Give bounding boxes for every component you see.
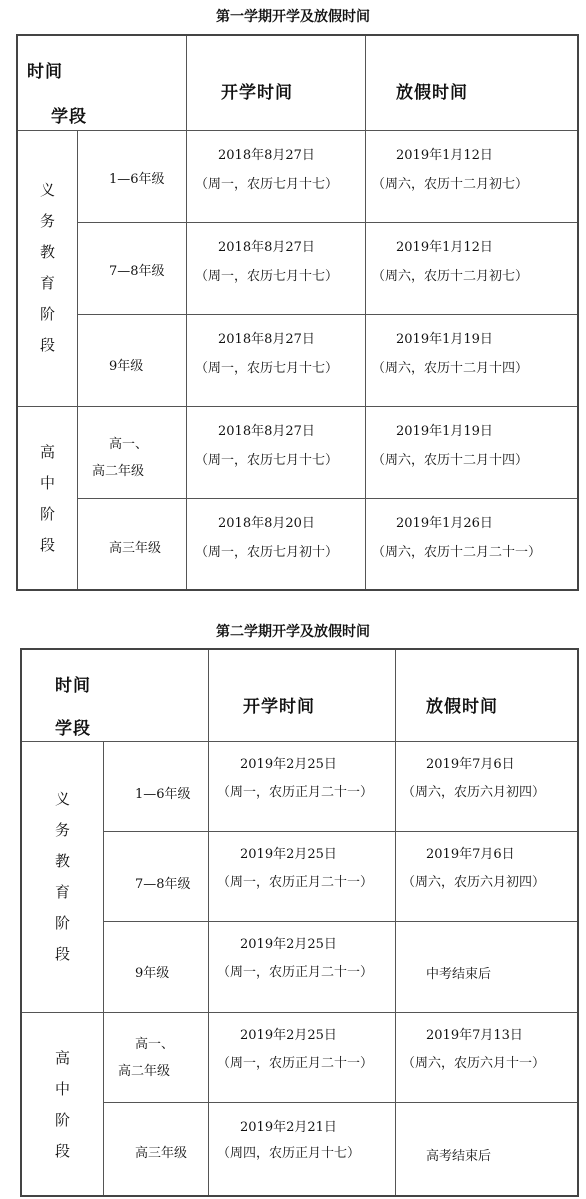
header-end-col [396, 650, 577, 742]
semester-2-title: 第二学期开学及放假时间 [216, 624, 370, 640]
end-note: （周六，农历六月初四） [402, 785, 546, 800]
stage-cell-compulsory [22, 742, 104, 1013]
end-date: 2019年1月12日 [396, 148, 493, 163]
end-col-label: 放假时间 [426, 697, 498, 717]
grade-label: 9年级 [109, 359, 144, 374]
header-start-col [209, 650, 396, 742]
start-date: 2018年8月27日 [218, 332, 315, 347]
start-note: （周一，农历七月十七） [195, 361, 339, 376]
stage-label: 高中阶段 [40, 443, 56, 554]
end-note: （周六，农历十二月十四） [372, 361, 529, 376]
end-cell [396, 922, 577, 1013]
grade-cell [78, 223, 187, 315]
grade-label: 高一、高二年级 [118, 1037, 175, 1079]
end-note: （周六，农历六月十一） [402, 1056, 546, 1071]
corner-time-label: 时间 [55, 676, 91, 696]
end-date: 2019年1月19日 [396, 332, 493, 347]
semester-1-table [16, 34, 579, 591]
end-cell [366, 499, 577, 589]
grade-label: 高三年级 [135, 1146, 188, 1161]
end-date: 2019年7月13日 [426, 1028, 523, 1043]
start-cell [209, 742, 396, 832]
end-note: 中考结束后 [426, 967, 492, 982]
start-cell [209, 832, 396, 922]
grade-cell [78, 407, 187, 499]
grade-label: 1—6年级 [135, 787, 191, 802]
start-date: 2018年8月20日 [218, 516, 315, 531]
end-date: 2019年1月26日 [396, 516, 493, 531]
stage-label: 义务教育阶段 [55, 790, 71, 963]
start-note: （周一，农历七月十七） [195, 269, 339, 284]
semester-2-table [20, 648, 579, 1197]
start-note: （周一，农历正月二十一） [217, 965, 374, 980]
start-date: 2018年8月27日 [218, 424, 315, 439]
grade-label: 1—6年级 [109, 172, 165, 187]
start-cell [187, 315, 366, 407]
end-date: 2019年7月6日 [426, 757, 515, 772]
end-note: 高考结束后 [426, 1149, 492, 1164]
start-cell [187, 131, 366, 223]
start-cell [187, 499, 366, 589]
end-cell [396, 1103, 577, 1195]
grade-cell [78, 131, 187, 223]
end-date: 2019年1月19日 [396, 424, 493, 439]
start-note: （周一，农历七月十七） [195, 453, 339, 468]
end-cell [396, 832, 577, 922]
end-cell [366, 315, 577, 407]
grade-label: 高一、高二年级 [92, 437, 149, 479]
header-corner [22, 650, 209, 742]
corner-time-label: 时间 [27, 62, 63, 82]
stage-cell-highschool [22, 1013, 104, 1195]
end-cell [366, 223, 577, 315]
grade-cell [104, 1103, 209, 1195]
end-date: 2019年1月12日 [396, 240, 493, 255]
grade-cell [104, 1013, 209, 1103]
start-cell [209, 922, 396, 1013]
end-cell [366, 131, 577, 223]
start-cell [209, 1103, 396, 1195]
stage-label: 义务教育阶段 [40, 181, 56, 354]
grade-cell [104, 832, 209, 922]
start-date: 2019年2月25日 [240, 937, 337, 952]
start-note: （周一，农历七月十七） [195, 177, 339, 192]
grade-cell [104, 922, 209, 1013]
end-date: 2019年7月6日 [426, 847, 515, 862]
start-date: 2019年2月25日 [240, 757, 337, 772]
end-cell [366, 407, 577, 499]
start-note: （周一，农历正月二十一） [217, 875, 374, 890]
start-date: 2019年2月25日 [240, 847, 337, 862]
start-note: （周四，农历正月十七） [217, 1146, 361, 1161]
end-note: （周六，农历十二月初七） [372, 177, 529, 192]
end-note: （周六，农历十二月二十一） [372, 545, 542, 560]
end-note: （周六，农历十二月初七） [372, 269, 529, 284]
start-date: 2018年8月27日 [218, 240, 315, 255]
start-cell [209, 1013, 396, 1103]
start-date: 2018年8月27日 [218, 148, 315, 163]
semester-1-title: 第一学期开学及放假时间 [216, 9, 370, 25]
end-col-label: 放假时间 [396, 83, 468, 103]
end-cell [396, 1013, 577, 1103]
start-cell [187, 407, 366, 499]
stage-label: 高中阶段 [55, 1049, 71, 1160]
end-note: （周六，农历六月初四） [402, 875, 546, 890]
start-col-label: 开学时间 [243, 697, 315, 717]
grade-cell [78, 315, 187, 407]
grade-cell [104, 742, 209, 832]
stage-cell-compulsory [18, 131, 78, 407]
start-note: （周一，农历正月二十一） [217, 1056, 374, 1071]
grade-label: 9年级 [135, 966, 170, 981]
stage-cell-highschool [18, 407, 78, 589]
start-date: 2019年2月21日 [240, 1120, 337, 1135]
header-corner [18, 36, 187, 131]
start-cell [187, 223, 366, 315]
grade-label: 7—8年级 [135, 877, 191, 892]
start-col-label: 开学时间 [221, 83, 293, 103]
corner-stage-label: 学段 [55, 719, 91, 739]
end-note: （周六，农历十二月十四） [372, 453, 529, 468]
grade-label: 高三年级 [109, 541, 162, 556]
corner-stage-label: 学段 [51, 107, 87, 127]
start-date: 2019年2月25日 [240, 1028, 337, 1043]
end-cell [396, 742, 577, 832]
start-note: （周一，农历七月初十） [195, 545, 339, 560]
grade-cell [78, 499, 187, 589]
header-start-col [187, 36, 366, 131]
header-end-col [366, 36, 577, 131]
grade-label: 7—8年级 [109, 264, 165, 279]
start-note: （周一，农历正月二十一） [217, 785, 374, 800]
